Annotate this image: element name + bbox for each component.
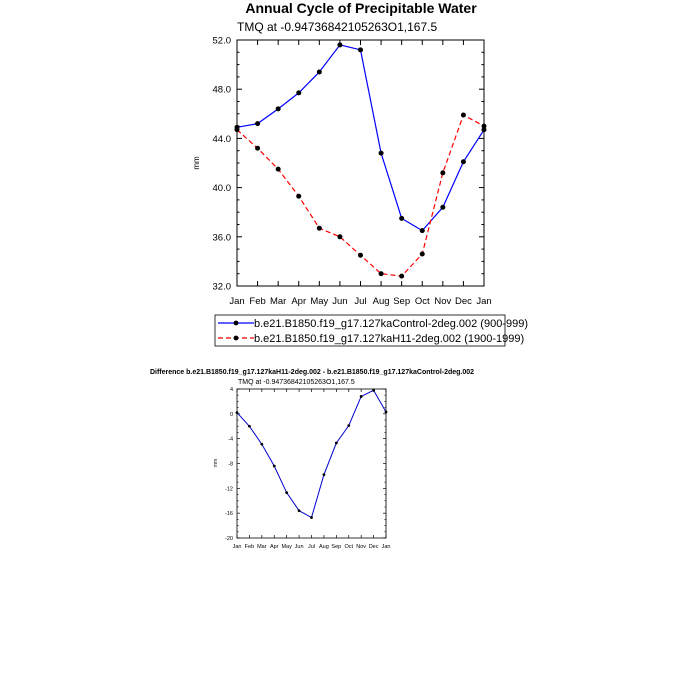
series-0-point xyxy=(310,516,313,519)
x-tick-label: Feb xyxy=(249,296,266,307)
y-tick-label: -16 xyxy=(225,511,233,518)
bottom-chart-ticks xyxy=(237,389,386,538)
y-tick-label: 0 xyxy=(229,411,233,418)
series-0-point xyxy=(335,442,338,445)
x-tick-label: Jun xyxy=(294,544,304,550)
series-0-point xyxy=(399,216,404,221)
series-0-point xyxy=(273,465,276,468)
series-0-point xyxy=(420,228,425,233)
top-chart-ticks xyxy=(237,40,484,286)
x-tick-label: May xyxy=(281,544,292,550)
y-tick-label: -8 xyxy=(228,461,233,468)
series-0-point xyxy=(347,424,350,427)
x-tick-label: Feb xyxy=(244,544,255,550)
top-chart-frame xyxy=(237,40,484,286)
series-0-point xyxy=(260,443,263,446)
series-1-point xyxy=(296,194,301,199)
bottom-chart-series xyxy=(236,389,388,519)
series-0-point xyxy=(385,411,388,414)
series-0-point xyxy=(236,411,239,414)
x-tick-label: Jul xyxy=(354,296,367,307)
series-0-point xyxy=(317,69,322,74)
bottom-chart-y-tick-labels xyxy=(225,387,233,542)
x-tick-label: Oct xyxy=(414,296,430,307)
y-tick-label: 4 xyxy=(229,387,233,393)
series-0-point xyxy=(298,509,301,512)
series-1-point xyxy=(379,271,384,276)
series-1-point xyxy=(358,253,363,258)
x-tick-label: Jun xyxy=(332,296,348,307)
series-0-point xyxy=(440,205,445,210)
x-tick-label: Jan xyxy=(476,296,492,307)
series-1-point xyxy=(420,252,425,257)
bottom-chart-title: Difference b.e21.B1850.f19_g17.127kaH11-2deg.002 - b.e21.B1850.f19_g17.127kaControl-2deg.002 xyxy=(149,369,475,376)
top-chart-subtitle: TMQ at -0.94736842105263O1,167.5 xyxy=(237,20,438,34)
y-tick-label: -12 xyxy=(225,486,233,493)
x-tick-label: Apr xyxy=(291,296,307,307)
series-0-point xyxy=(285,491,288,494)
x-tick-label: Sep xyxy=(331,544,342,550)
series-0-point xyxy=(360,395,363,398)
x-tick-label: Dec xyxy=(454,296,472,307)
series-0-point xyxy=(323,473,326,476)
series-1-point xyxy=(255,146,260,151)
bottom-chart xyxy=(150,369,474,550)
x-tick-label: Oct xyxy=(344,544,354,550)
series-0-point xyxy=(358,47,363,52)
series-1-point xyxy=(482,124,487,129)
series-1-point xyxy=(440,170,445,175)
series-0-point xyxy=(296,90,301,95)
series-0-point xyxy=(276,106,281,111)
top-chart-y-tick-labels xyxy=(213,36,232,293)
series-0-point xyxy=(379,151,384,156)
series-line-1 xyxy=(237,115,484,276)
x-tick-label: Nov xyxy=(434,296,452,307)
top-chart xyxy=(192,0,528,346)
series-0-point xyxy=(248,425,251,428)
y-tick-label: 44.0 xyxy=(212,133,231,145)
series-line-0 xyxy=(237,390,386,517)
y-tick-label: -4 xyxy=(228,436,233,443)
bottom-chart-y-axis-label: mm xyxy=(213,458,219,468)
x-tick-label: Mar xyxy=(269,296,287,307)
series-1-point xyxy=(235,127,240,132)
x-tick-label: Jan xyxy=(381,544,391,550)
x-tick-label: Mar xyxy=(257,544,267,550)
top-chart-x-tick-labels xyxy=(229,296,491,307)
legend-marker-control xyxy=(234,321,239,326)
legend-label-control: b.e21.B1850.f19_g17.127kaControl-2deg.002 (900-999) xyxy=(254,318,528,330)
top-chart-legend xyxy=(215,315,528,346)
y-tick-label: 32.0 xyxy=(212,281,231,293)
x-tick-label: Aug xyxy=(372,296,390,307)
series-0-point xyxy=(372,389,375,392)
x-tick-label: Jul xyxy=(307,544,316,550)
top-chart-y-axis-label: mm xyxy=(192,156,201,170)
x-tick-label: Jan xyxy=(229,296,245,307)
x-tick-label: Apr xyxy=(269,544,279,550)
bottom-chart-x-tick-labels xyxy=(233,544,391,550)
top-chart-series xyxy=(235,42,487,278)
x-tick-label: Dec xyxy=(368,544,379,550)
series-1-point xyxy=(337,234,342,239)
y-tick-label: 36.0 xyxy=(212,232,231,244)
y-tick-label: 52.0 xyxy=(212,35,231,47)
x-tick-label: Aug xyxy=(319,544,329,550)
bottom-chart-subtitle: TMQ at -0.94736842105263O1,167.5 xyxy=(238,379,355,386)
legend-marker-h11 xyxy=(234,336,239,341)
x-tick-label: May xyxy=(310,296,329,307)
bottom-chart-frame xyxy=(237,389,386,538)
series-line-0 xyxy=(237,45,484,231)
series-1-point xyxy=(276,167,281,172)
series-1-point xyxy=(317,226,322,231)
series-1-point xyxy=(399,274,404,279)
legend-label-h11: b.e21.B1850.f19_g17.127kaH11-2deg.002 (1900-1999) xyxy=(254,333,525,345)
y-tick-label: 48.0 xyxy=(212,84,231,96)
series-0-point xyxy=(255,121,260,126)
top-chart-title: Annual Cycle of Precipitable Water xyxy=(245,0,477,16)
y-tick-label: -20 xyxy=(225,536,233,542)
series-1-point xyxy=(461,113,466,118)
x-tick-label: Nov xyxy=(356,544,367,550)
x-tick-label: Jan xyxy=(232,544,242,550)
x-tick-label: Sep xyxy=(393,296,411,307)
series-0-point xyxy=(461,159,466,164)
series-0-point xyxy=(337,42,342,47)
y-tick-label: 40.0 xyxy=(212,183,231,195)
